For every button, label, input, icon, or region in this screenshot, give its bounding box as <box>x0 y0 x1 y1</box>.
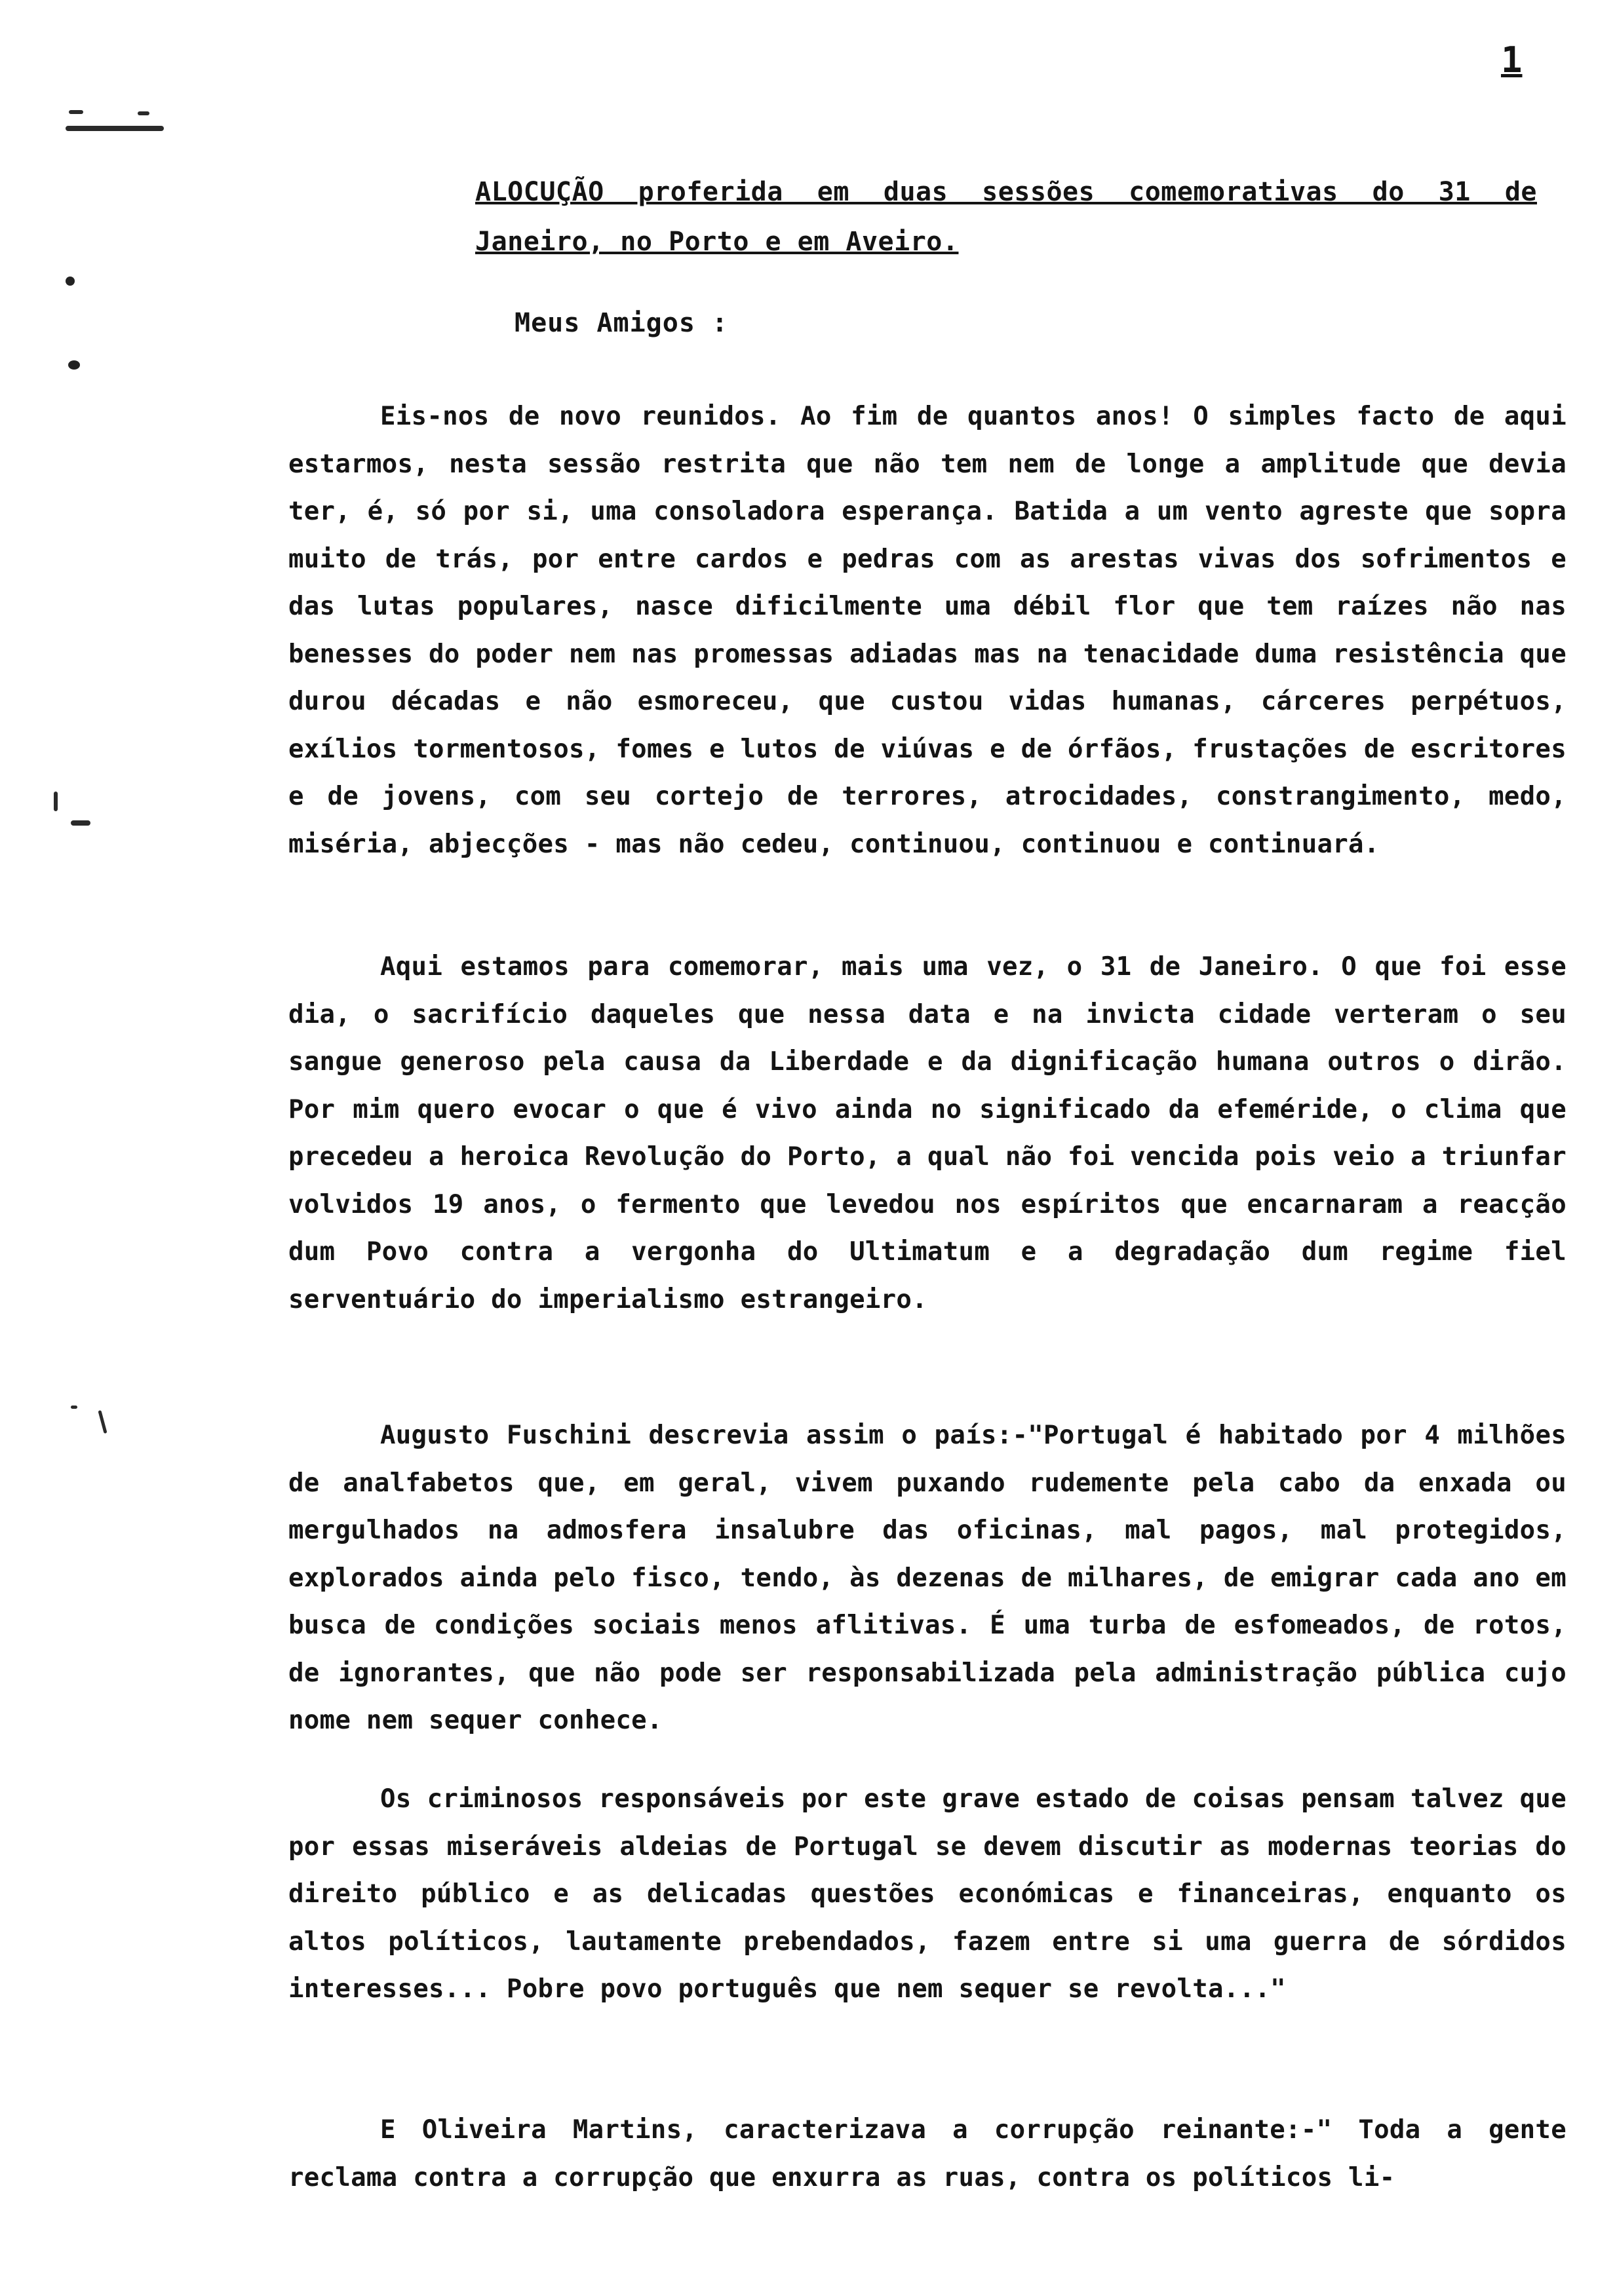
margin-bracket-mark <box>54 792 58 811</box>
salutation: Meus Amigos : <box>515 308 729 338</box>
margin-dot-2 <box>68 360 80 370</box>
margin-small-mark <box>71 1406 77 1409</box>
scan-smudge-top-small <box>69 110 83 114</box>
page-number: 1 <box>1501 39 1523 81</box>
paragraph-1: Eis-nos de novo reunidos. Ao fim de quantos anos! O simples facto de aqui estarmos, nesta sessão restrita que não tem nem de longe a amplitude que devia ter, é, só por si, uma consoladora esperança. Batida a um vento agreste que sopra muito de trás, por entre cardos e pedras com as arestas vivas dos sofrimentos e das lutas populares, nasce dificilmente uma débil flor que tem raízes não nas benesses do poder nem nas promessas adiadas mas na tenacidade duma resistência que durou décadas e não esmoreceu, que custou vidas humanas, cárceres perpétuos, exílios tormentosos, fomes e lutos de viúvas e de órfãos, frustações de escritores e de jovens, com seu cortejo de terrores, atrocidades, constrangimento, medo, miséria, abjecções - mas não cedeu, continuou, continuou e continuará. <box>288 402 1566 859</box>
paragraph-4: Os criminosos responsáveis por este grave estado de coisas pensam talvez que por essas miseráveis aldeias de Portugal se devem discutir as modernas teorias do direito público e as delicadas questões económicas e financeiras, enquanto os altos políticos, lautamente prebendados, fazem entre si uma guerra de sórdidos interesses... Pobre povo português que nem sequer se revolta..." <box>288 1784 1566 2004</box>
paragraph-3: Augusto Fuschini descrevia assim o país:-"Portugal é habitado por 4 milhões de analfabetos que, em geral, vivem puxando rudemente pela cabo da enxada ou mergulhados na admosfera insalubre das oficinas, mal pagos, mal protegidos, explorados ainda pelo fisco, tendo, às dezenas de milhares, de emigrar cada ano em busca de condições sociais menos aflitivas. É uma turba de esfomeados, de rotos, de ignorantes, que não pode ser responsabilizada pela administração pública cujo nome nem sequer conhece. <box>288 1421 1566 1735</box>
document-title: ALOCUÇÃO proferida em duas sessões comemorativas do 31 de Janeiro, no Porto e em Aveiro. <box>475 177 1537 257</box>
margin-paren-mark <box>98 1410 107 1434</box>
margin-dash-mark <box>71 820 90 826</box>
scan-smudge-top-tiny <box>138 111 149 115</box>
paragraph-2: Aqui estamos para comemorar, mais uma vez, o 31 de Janeiro. O que foi esse dia, o sacrifício daqueles que nessa data e na invicta cidade verteram o seu sangue generoso pela causa da Liberdade e da dignificação humana outros o dirão. Por mim quero evocar o que é vivo ainda no significado da efeméride, o clima que precedeu a heroica Revolução do Porto, a qual não foi vencida pois veio a triunfar volvidos 19 anos, o fermento que levedou nos espíritos que encarnaram a reacção dum Povo contra a vergonha do Ultimatum e a degradação dum regime fiel serventuário do imperialismo estrangeiro. <box>288 952 1566 1314</box>
margin-dot-1 <box>66 277 75 286</box>
paragraph-5: E Oliveira Martins, caracterizava a corrupção reinante:-" Toda a gente reclama contra a corrupção que enxurra as ruas, contra os políticos li- <box>288 2115 1566 2192</box>
scan-smudge-top <box>66 126 164 131</box>
